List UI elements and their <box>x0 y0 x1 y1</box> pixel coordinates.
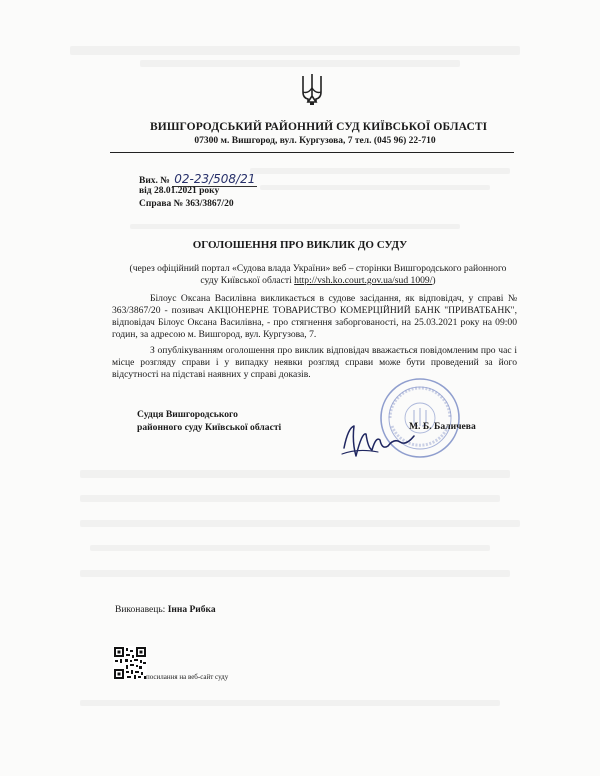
bleed-through <box>140 60 460 67</box>
court-address: 07300 м. Вишгород, вул. Кургузова, 7 тел. (045 96) 22-710 <box>194 136 436 146</box>
bleed-through <box>80 700 500 706</box>
bleed-through <box>80 520 520 527</box>
bleed-through <box>80 495 500 502</box>
bleed-through <box>70 46 520 55</box>
portal-text: (через офіційний портал «Судова влада України» веб – сторінки Вишгородського районного суду Київської області <box>129 263 507 286</box>
notice-title: ОГОЛОШЕННЯ ПРО ВИКЛИК ДО СУДУ <box>192 239 408 251</box>
portal-link[interactable]: http://vsh.ko.court.gov.ua/sud 1009/ <box>294 275 433 286</box>
judge-title <box>137 408 281 434</box>
qr-code-icon[interactable] <box>113 646 147 680</box>
qr-caption: посилання на веб-сайт суду <box>146 673 229 681</box>
court-name: ВИШГОРОДСЬКИЙ РАЙОННИЙ СУД КИЇВСЬКОЇ ОБЛАСТІ <box>150 121 488 133</box>
summons-paragraph: Білоус Оксана Василівна викликається в судове засідання, як відповідач, у справі № 363/3867/20 - позивач АКЦІОНЕРНЕ ТОВАРИСТВО КОМЕРЦІЙНИЙ БАНК "ПРИВАТБАНК", відповідач Білоус Оксана Василівна, - про стягнення заборгованості, на 25.03.2021 року на 09:00 годин, за адресою м. Вишгород, вул. Кургузова, 7. <box>112 293 517 340</box>
outgoing-number-handwritten: 02-23/508/21 <box>174 172 256 186</box>
judge-title-line2: районного суду Київської області <box>137 422 282 433</box>
trident-icon <box>300 72 324 106</box>
consequence-paragraph: З опублікуванням оголошення про виклик відповідач вважається повідомленим про час і місце розгляду справи і у випадку неявки розгляд справи може бути проведений за його відсутності на підставі наявних у справі доказів. <box>112 345 517 380</box>
bleed-through <box>80 470 510 478</box>
date-line: від 28.01.2021 року <box>139 186 220 196</box>
notice-body <box>112 293 517 381</box>
case-number: Справа № 363/3867/20 <box>139 199 234 209</box>
header-divider <box>110 152 514 153</box>
bleed-through <box>90 545 490 551</box>
executor-line <box>115 605 216 615</box>
outgoing-number-line <box>139 172 257 186</box>
bleed-through <box>130 224 460 229</box>
executor-name: Інна Рибка <box>167 605 216 615</box>
judge-title-line1: Судця Вишгородського <box>137 409 238 420</box>
outgoing-label: Вих. № <box>139 176 170 186</box>
bleed-through <box>250 168 510 174</box>
bleed-through <box>80 570 510 577</box>
portal-close: ) <box>432 275 436 286</box>
judge-name: М. Б. Баличева <box>409 421 476 432</box>
portal-note <box>128 263 508 287</box>
handwritten-signature-icon <box>338 418 418 462</box>
bleed-through <box>260 185 490 190</box>
executor-label: Виконавець: <box>115 605 166 615</box>
